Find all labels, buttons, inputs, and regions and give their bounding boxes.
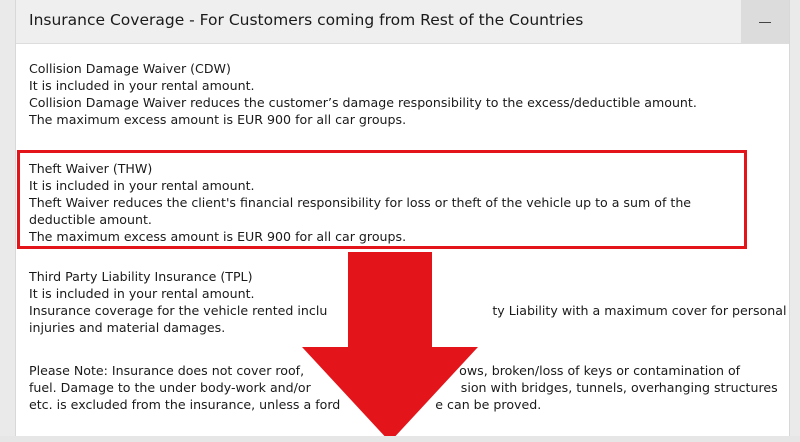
note-line2-end: sion with bridges, tunnels, overhanging structures	[460, 380, 778, 395]
thw-highlight-box	[17, 150, 747, 249]
note-line3-end: e can be proved.	[435, 397, 542, 412]
tpl-description-line1-end: ty Liability with a maximum cover for personal	[492, 303, 787, 318]
thw-title: Theft Waiver (THW)	[29, 161, 153, 176]
thw-description-line2: deductible amount.	[29, 212, 152, 227]
collapse-button[interactable]	[741, 0, 789, 43]
minus-icon	[759, 22, 771, 23]
thw-included: It is included in your rental amount.	[29, 178, 255, 193]
note-line2-start: fuel. Damage to the under body-work and/or	[29, 380, 311, 395]
note-line3-start: etc. is excluded from the insurance, unless a ford	[29, 397, 341, 412]
tpl-title: Third Party Liability Insurance (TPL)	[29, 269, 253, 284]
thw-max-excess: The maximum excess amount is EUR 900 for all car groups.	[29, 229, 407, 244]
tpl-description-line1-start: Insurance coverage for the vehicle rented inclu	[29, 303, 328, 318]
tpl-included: It is included in your rental amount.	[29, 286, 255, 301]
cdw-title: Collision Damage Waiver (CDW)	[29, 61, 231, 76]
thw-description-line1: Theft Waiver reduces the client's financial responsibility for loss or theft of the vehicle up to a sum of the	[29, 195, 692, 210]
tpl-description-line2: injuries and material damages.	[29, 320, 226, 335]
note-line1-start: Please Note: Insurance does not cover roof,	[29, 363, 305, 378]
next-panel-edge	[0, 436, 800, 442]
cdw-max-excess: The maximum excess amount is EUR 900 for all car groups.	[29, 112, 407, 127]
accordion-title: Insurance Coverage - For Customers coming from Rest of the Countries	[29, 11, 584, 29]
cdw-section	[29, 60, 697, 128]
note-line1-end: ows, broken/loss of keys or contamination of	[459, 363, 741, 378]
down-arrow-icon	[290, 252, 490, 442]
accordion-header[interactable]	[16, 0, 789, 44]
cdw-included: It is included in your rental amount.	[29, 78, 255, 93]
cdw-description: Collision Damage Waiver reduces the customer’s damage responsibility to the excess/deductible amount.	[29, 95, 697, 110]
